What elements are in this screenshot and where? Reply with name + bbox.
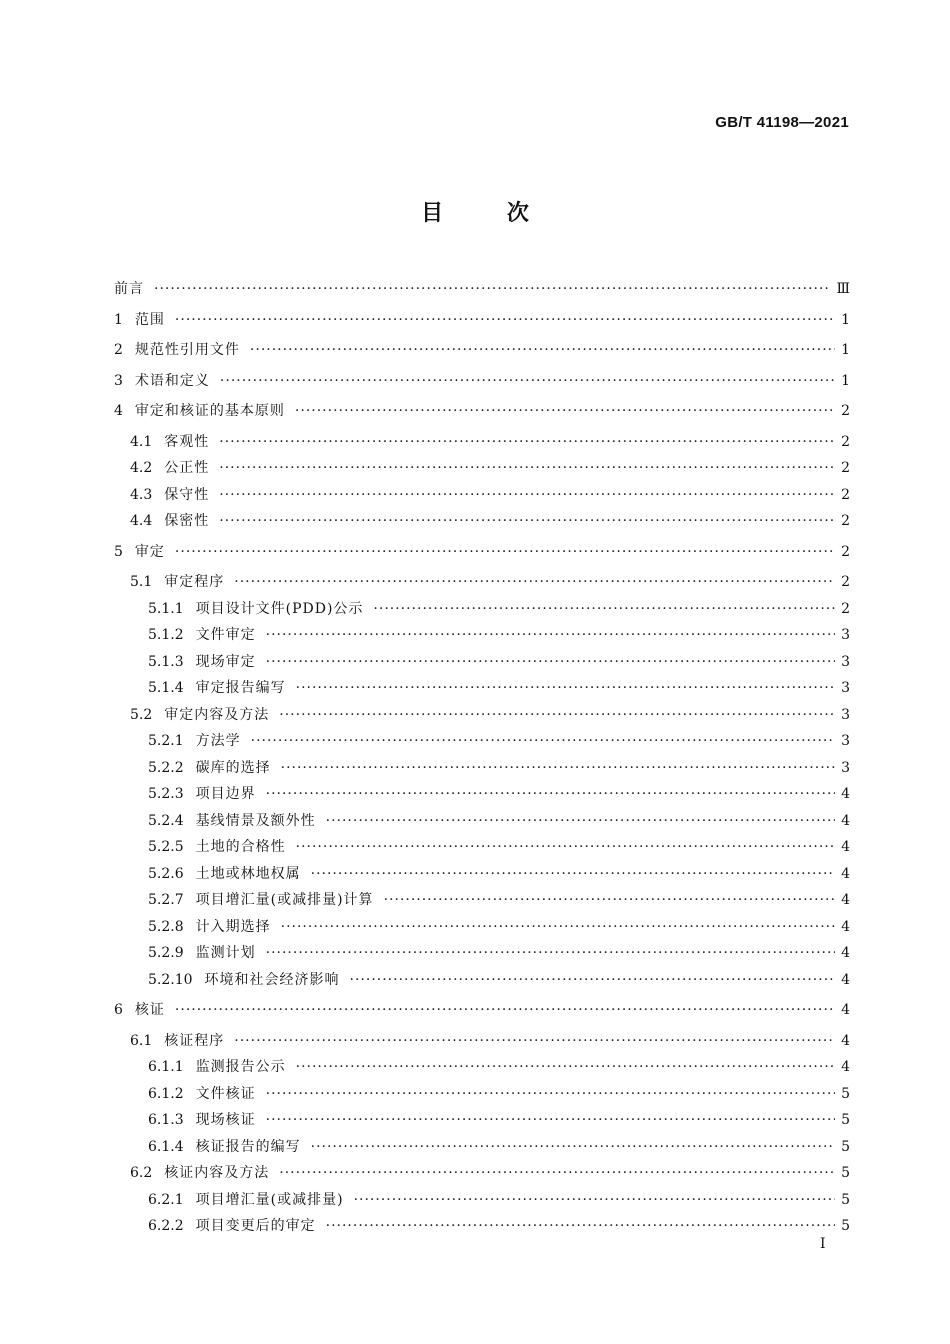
toc-entry[interactable] (114, 967, 850, 994)
toc-entry-title: 土地的合格性 (195, 839, 286, 855)
toc-entry-title: 规范性引用文件 (134, 342, 240, 358)
toc-entry-title: 审定内容及方法 (164, 706, 270, 723)
toc-entry-page: 4 (841, 1059, 850, 1075)
toc-entry-title: 现场审定 (195, 653, 256, 670)
toc-leader-dots (219, 455, 835, 481)
toc-leader-dots (279, 1160, 835, 1186)
toc-entry-number: 2 (114, 342, 123, 358)
toc-entry-page: 1 (841, 342, 850, 358)
toc-entry-number: 6.1.4 (148, 1138, 184, 1155)
toc-leader-dots (266, 940, 835, 966)
toc-entry-title: 审定 (134, 543, 165, 560)
toc-entry-title: 核证内容及方法 (164, 1165, 270, 1181)
toc-entry[interactable] (114, 482, 850, 509)
toc-entry[interactable] (114, 569, 850, 596)
toc-entry-title: 核证 (134, 1002, 165, 1018)
toc-entry[interactable] (114, 887, 850, 914)
toc-entry-number: 5.1 (130, 574, 153, 590)
toc-leader-dots (266, 1081, 835, 1107)
toc-entry-title: 保密性 (164, 513, 210, 529)
toc-entry[interactable] (114, 276, 850, 303)
toc-entry-page: 5 (841, 1218, 850, 1234)
toc-entry-page: 4 (841, 812, 850, 829)
toc-entry-number: 6.2 (130, 1165, 153, 1181)
toc-entry-page: 3 (841, 706, 850, 723)
toc-entry-number: 5.2 (130, 706, 153, 723)
toc-entry-title: 客观性 (164, 433, 210, 450)
toc-leader-dots (219, 429, 835, 455)
toc-entry-page: 5 (841, 1165, 850, 1181)
toc-entry-page: 5 (841, 1191, 850, 1208)
toc-entry[interactable] (114, 914, 850, 941)
toc-entry-number: 5.2.6 (148, 865, 184, 882)
toc-entry-number: 6 (114, 1002, 123, 1018)
toc-entry-number: 6.2.2 (148, 1218, 184, 1234)
toc-entry-title: 计入期选择 (195, 918, 271, 935)
toc-entry[interactable] (114, 675, 850, 702)
toc-entry[interactable] (114, 702, 850, 729)
toc-entry[interactable] (114, 1107, 850, 1134)
toc-entry[interactable] (114, 728, 850, 755)
toc-entry-page: 1 (841, 372, 850, 389)
toc-entry-page: 5 (841, 1112, 850, 1128)
toc-entry-page: 4 (841, 918, 850, 935)
toc-entry-page: 5 (841, 1085, 850, 1102)
toc-entry-number: 4.3 (130, 486, 153, 503)
toc-entry-page: 4 (841, 945, 850, 961)
toc-entry-title: 项目设计文件(PDD)公示 (195, 600, 364, 617)
toc-entry-page: 3 (841, 680, 850, 696)
toc-entry[interactable] (114, 649, 850, 676)
toc-entry-page: 2 (841, 600, 850, 617)
toc-entry-number: 5.2.5 (148, 839, 184, 855)
toc-leader-dots (154, 276, 830, 302)
toc-entry-number: 6.1.2 (148, 1085, 184, 1102)
toc-entry-page: 2 (841, 433, 850, 450)
toc-entry-number: 5.1.1 (148, 600, 184, 617)
toc-entry-title: 现场核证 (195, 1112, 256, 1128)
toc-entry-title: 碳库的选择 (195, 759, 271, 776)
toc-entry-page: 4 (841, 839, 850, 855)
toc-leader-dots (326, 1213, 835, 1239)
toc-leader-dots (175, 539, 835, 565)
toc-leader-dots (266, 781, 835, 807)
toc-leader-dots (266, 649, 835, 675)
toc-entry-title: 前言 (114, 281, 144, 297)
toc-entry-page: 3 (841, 653, 850, 670)
toc-entry-number: 5.2.2 (148, 759, 184, 776)
toc-leader-dots (296, 834, 835, 860)
toc-entry-number: 5.2.10 (148, 971, 193, 988)
toc-entry-number: 5.1.3 (148, 653, 184, 670)
toc-entry-title: 项目边界 (195, 786, 256, 802)
toc-entry-title: 项目增汇量(或减排量)计算 (195, 892, 374, 908)
page-number: Ⅰ (820, 1236, 826, 1252)
toc-list (114, 276, 850, 1240)
toc-entry-number: 4.1 (130, 433, 153, 450)
standard-number: GB/T 41198—2021 (715, 114, 849, 131)
toc-leader-dots (251, 728, 835, 754)
toc-entry[interactable] (114, 1081, 850, 1108)
toc-entry[interactable] (114, 307, 850, 334)
toc-leader-dots (326, 808, 835, 834)
toc-entry-page: 4 (841, 1032, 850, 1049)
toc-entry[interactable] (114, 337, 850, 364)
toc-entry-page: Ⅲ (836, 281, 850, 297)
toc-entry-title: 基线情景及额外性 (195, 812, 316, 829)
toc-entry[interactable] (114, 1134, 850, 1161)
toc-entry[interactable] (114, 455, 850, 482)
toc-entry-title: 监测报告公示 (195, 1059, 286, 1075)
toc-entry-number: 6.1 (130, 1032, 153, 1049)
toc-leader-dots (279, 702, 835, 728)
toc-entry-number: 6.1.3 (148, 1112, 184, 1128)
toc-leader-dots (281, 914, 835, 940)
toc-entry-page: 5 (841, 1138, 850, 1155)
toc-entry[interactable] (114, 834, 850, 861)
toc-entry-number: 5.1.2 (148, 627, 184, 643)
toc-entry[interactable] (114, 1054, 850, 1081)
toc-leader-dots (296, 1054, 835, 1080)
toc-entry-title: 项目增汇量(或减排量) (195, 1191, 344, 1208)
toc-entry-title: 土地或林地权属 (195, 865, 301, 882)
toc-leader-dots (250, 337, 835, 363)
toc-entry[interactable] (114, 1187, 850, 1214)
toc-entry[interactable] (114, 1028, 850, 1055)
toc-entry-title: 审定报告编写 (195, 680, 286, 696)
toc-entry-number: 4.2 (130, 460, 153, 476)
toc-entry-title: 术语和定义 (134, 372, 210, 389)
toc-entry-page: 3 (841, 627, 850, 643)
toc-entry-title: 方法学 (195, 733, 241, 749)
toc-entry-page: 2 (841, 460, 850, 476)
toc-entry-page: 3 (841, 733, 850, 749)
toc-entry-title: 项目变更后的审定 (195, 1218, 316, 1234)
toc-entry-number: 6.2.1 (148, 1191, 184, 1208)
toc-entry-number: 3 (114, 372, 123, 389)
toc-entry-page: 4 (841, 865, 850, 882)
toc-entry-title: 核证报告的编写 (195, 1138, 301, 1155)
toc-entry[interactable] (114, 398, 850, 425)
toc-entry-page: 4 (841, 1002, 850, 1018)
toc-entry-page: 4 (841, 971, 850, 988)
toc-entry-page: 2 (841, 403, 850, 419)
toc-entry[interactable] (114, 755, 850, 782)
toc-leader-dots (234, 1028, 835, 1054)
toc-title (0, 196, 950, 227)
toc-entry-title: 监测计划 (195, 945, 256, 961)
toc-entry-number: 5.2.9 (148, 945, 184, 961)
toc-entry[interactable] (114, 781, 850, 808)
toc-entry-number: 4.4 (130, 513, 153, 529)
toc-entry-number: 5.2.4 (148, 812, 184, 829)
toc-entry-page: 1 (841, 311, 850, 328)
toc-entry[interactable] (114, 997, 850, 1024)
toc-entry-number: 5 (114, 543, 123, 560)
toc-leader-dots (354, 1187, 836, 1213)
toc-leader-dots (175, 307, 835, 333)
toc-entry-page: 4 (841, 786, 850, 802)
toc-entry-number: 5.2.3 (148, 786, 184, 802)
toc-entry-number: 5.2.8 (148, 918, 184, 935)
toc-leader-dots (311, 1134, 835, 1160)
toc-leader-dots (219, 508, 835, 534)
toc-title-char: 目 (421, 201, 444, 226)
toc-entry-title: 环境和社会经济影响 (204, 971, 340, 988)
toc-leader-dots (220, 368, 835, 394)
toc-entry-title: 范围 (134, 311, 165, 328)
toc-entry-title: 文件核证 (195, 1085, 256, 1102)
toc-entry-title: 公正性 (164, 460, 210, 476)
toc-entry-number: 6.1.1 (148, 1059, 184, 1075)
toc-entry-page: 2 (841, 513, 850, 529)
toc-leader-dots (373, 596, 835, 622)
toc-entry[interactable] (114, 861, 850, 888)
toc-entry[interactable] (114, 596, 850, 623)
toc-leader-dots (266, 1107, 835, 1133)
toc-entry-page: 2 (841, 486, 850, 503)
toc-entry-number: 1 (114, 311, 123, 328)
toc-entry[interactable] (114, 940, 850, 967)
toc-leader-dots (175, 997, 835, 1023)
toc-entry-number: 5.1.4 (148, 680, 184, 696)
toc-entry-number: 5.2.7 (148, 892, 184, 908)
toc-entry-page: 2 (841, 543, 850, 560)
toc-entry-page: 4 (841, 892, 850, 908)
toc-entry-title: 保守性 (164, 486, 210, 503)
toc-leader-dots (234, 569, 835, 595)
toc-leader-dots (384, 887, 836, 913)
toc-title-char: 次 (506, 201, 529, 226)
toc-leader-dots (295, 398, 835, 424)
toc-entry-number: 5.2.1 (148, 733, 184, 749)
toc-entry-page: 2 (841, 574, 850, 590)
toc-entry[interactable] (114, 429, 850, 456)
toc-entry[interactable] (114, 368, 850, 395)
toc-entry-title: 审定和核证的基本原则 (134, 403, 285, 419)
toc-entry-page: 3 (841, 759, 850, 776)
toc-entry-title: 文件审定 (195, 627, 256, 643)
toc-entry[interactable] (114, 1160, 850, 1187)
toc-entry-number: 4 (114, 403, 123, 419)
toc-leader-dots (311, 861, 835, 887)
toc-entry[interactable] (114, 622, 850, 649)
toc-leader-dots (219, 482, 835, 508)
toc-entry-title: 审定程序 (164, 574, 225, 590)
toc-entry-title: 核证程序 (164, 1032, 225, 1049)
toc-leader-dots (266, 622, 835, 648)
toc-leader-dots (281, 755, 835, 781)
toc-entry[interactable] (114, 508, 850, 535)
toc-entry[interactable] (114, 1213, 850, 1240)
toc-leader-dots (350, 967, 836, 993)
toc-entry[interactable] (114, 808, 850, 835)
toc-entry[interactable] (114, 539, 850, 566)
toc-leader-dots (296, 675, 835, 701)
